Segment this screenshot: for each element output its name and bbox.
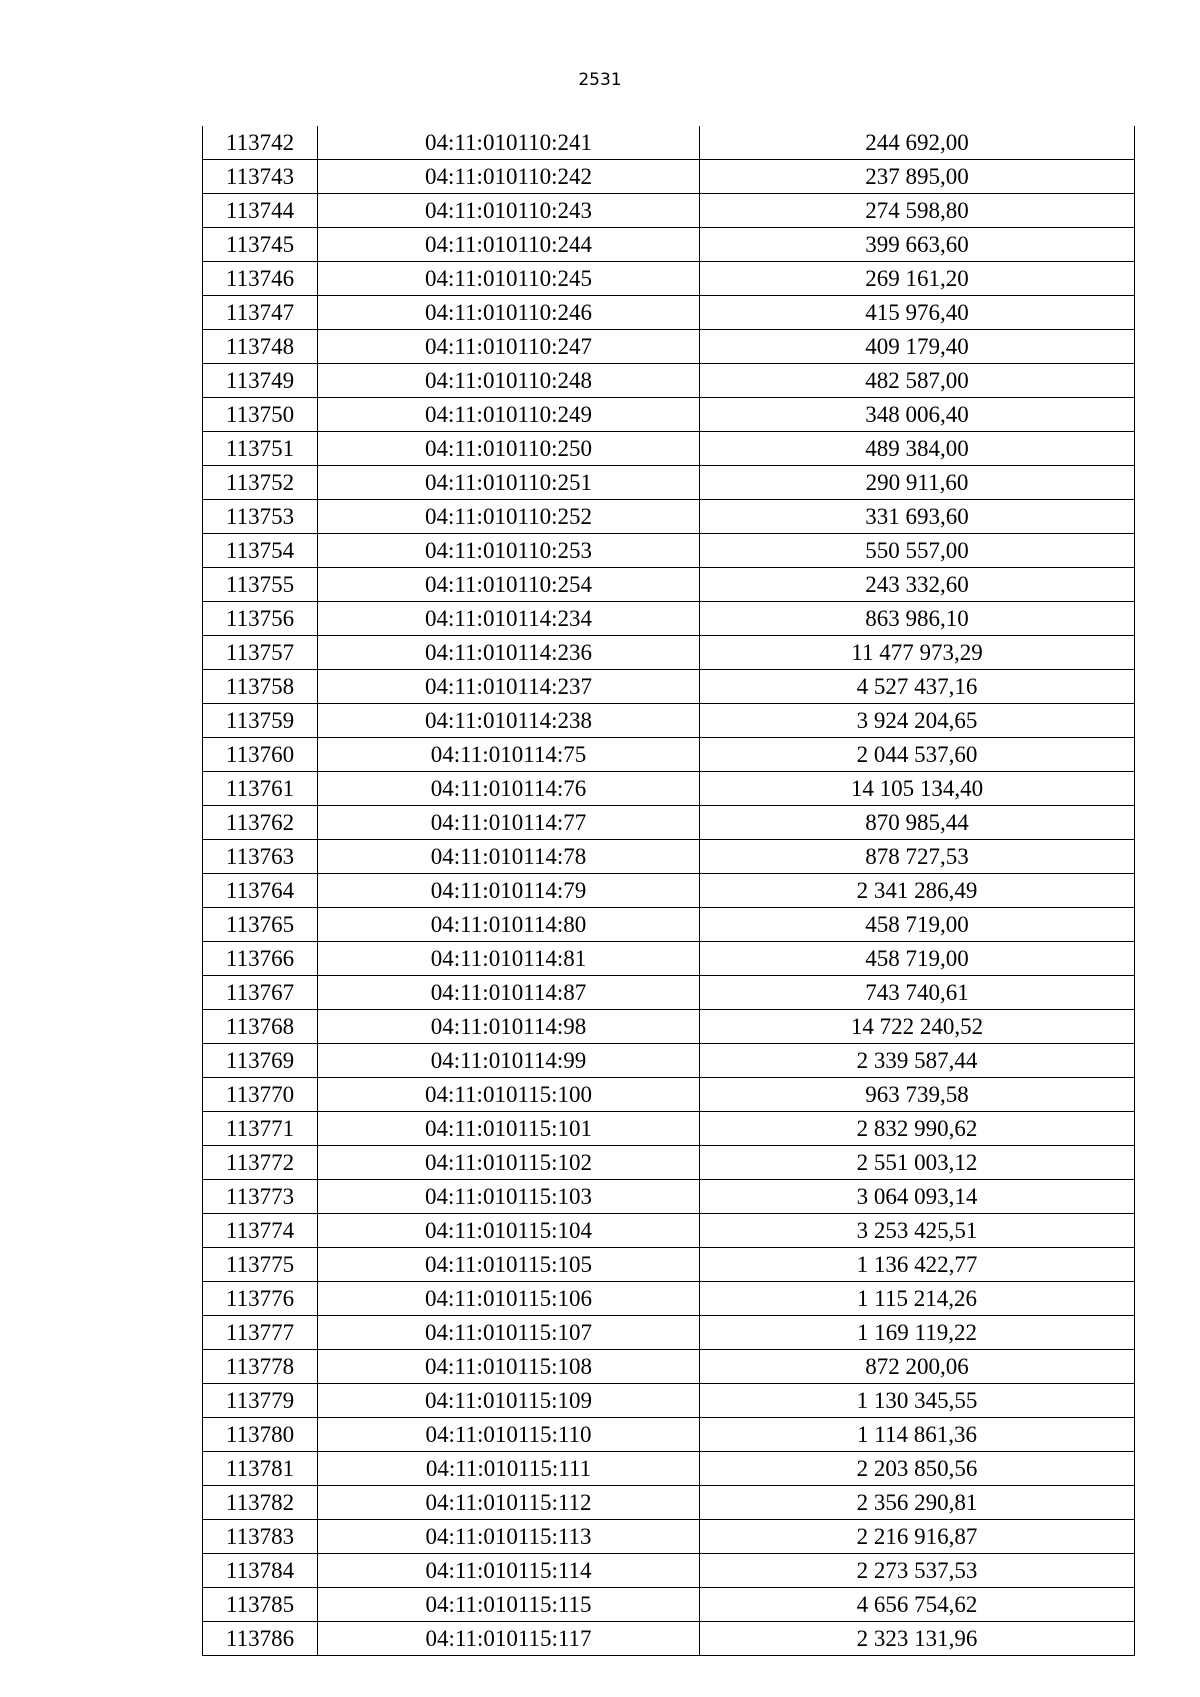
table-row xyxy=(203,1418,1135,1452)
cadastral-value-table xyxy=(202,126,1135,1656)
cadastral-value-cell: 3 924 204,65 xyxy=(700,704,1135,738)
cadastral-value-cell: 14 105 134,40 xyxy=(700,772,1135,806)
cadastral-number-cell: 04:11:010110:252 xyxy=(318,500,700,534)
table-row xyxy=(203,568,1135,602)
cadastral-number-cell: 04:11:010115:105 xyxy=(318,1248,700,1282)
cadastral-number-cell: 04:11:010110:243 xyxy=(318,194,700,228)
cadastral-value-cell: 2 044 537,60 xyxy=(700,738,1135,772)
table-row xyxy=(203,704,1135,738)
row-number-cell: 113747 xyxy=(203,296,318,330)
cadastral-value-cell: 1 136 422,77 xyxy=(700,1248,1135,1282)
cadastral-value-cell: 269 161,20 xyxy=(700,262,1135,296)
table-row xyxy=(203,126,1135,160)
cadastral-number-cell: 04:11:010115:114 xyxy=(318,1554,700,1588)
table-body xyxy=(203,126,1135,1656)
cadastral-value-cell: 11 477 973,29 xyxy=(700,636,1135,670)
table-row xyxy=(203,466,1135,500)
cadastral-value-cell: 482 587,00 xyxy=(700,364,1135,398)
table-row xyxy=(203,1044,1135,1078)
row-number-cell: 113768 xyxy=(203,1010,318,1044)
table-row xyxy=(203,1316,1135,1350)
row-number-cell: 113742 xyxy=(203,126,318,160)
row-number-cell: 113785 xyxy=(203,1588,318,1622)
row-number-cell: 113744 xyxy=(203,194,318,228)
cadastral-number-cell: 04:11:010114:234 xyxy=(318,602,700,636)
cadastral-value-cell: 3 064 093,14 xyxy=(700,1180,1135,1214)
row-number-cell: 113767 xyxy=(203,976,318,1010)
row-number-cell: 113763 xyxy=(203,840,318,874)
cadastral-number-cell: 04:11:010110:245 xyxy=(318,262,700,296)
row-number-cell: 113772 xyxy=(203,1146,318,1180)
cadastral-value-cell: 550 557,00 xyxy=(700,534,1135,568)
table-row xyxy=(203,1384,1135,1418)
cadastral-value-cell: 14 722 240,52 xyxy=(700,1010,1135,1044)
cadastral-number-cell: 04:11:010114:87 xyxy=(318,976,700,1010)
row-number-cell: 113745 xyxy=(203,228,318,262)
cadastral-value-cell: 1 115 214,26 xyxy=(700,1282,1135,1316)
row-number-cell: 113757 xyxy=(203,636,318,670)
cadastral-value-cell: 2 273 537,53 xyxy=(700,1554,1135,1588)
table-row xyxy=(203,1350,1135,1384)
cadastral-value-cell: 244 692,00 xyxy=(700,126,1135,160)
cadastral-number-cell: 04:11:010115:106 xyxy=(318,1282,700,1316)
row-number-cell: 113759 xyxy=(203,704,318,738)
cadastral-number-cell: 04:11:010115:104 xyxy=(318,1214,700,1248)
table-row xyxy=(203,670,1135,704)
cadastral-number-cell: 04:11:010115:108 xyxy=(318,1350,700,1384)
cadastral-number-cell: 04:11:010115:115 xyxy=(318,1588,700,1622)
cadastral-number-cell: 04:11:010110:251 xyxy=(318,466,700,500)
row-number-cell: 113748 xyxy=(203,330,318,364)
row-number-cell: 113770 xyxy=(203,1078,318,1112)
cadastral-value-cell: 1 169 119,22 xyxy=(700,1316,1135,1350)
cadastral-value-cell: 2 356 290,81 xyxy=(700,1486,1135,1520)
row-number-cell: 113746 xyxy=(203,262,318,296)
table-row xyxy=(203,534,1135,568)
cadastral-number-cell: 04:11:010110:244 xyxy=(318,228,700,262)
cadastral-value-cell: 870 985,44 xyxy=(700,806,1135,840)
table-row xyxy=(203,738,1135,772)
cadastral-number-cell: 04:11:010115:110 xyxy=(318,1418,700,1452)
table-row xyxy=(203,1622,1135,1656)
cadastral-number-cell: 04:11:010114:79 xyxy=(318,874,700,908)
table-row xyxy=(203,1452,1135,1486)
row-number-cell: 113761 xyxy=(203,772,318,806)
cadastral-value-cell: 290 911,60 xyxy=(700,466,1135,500)
row-number-cell: 113755 xyxy=(203,568,318,602)
table-row xyxy=(203,1078,1135,1112)
table-row xyxy=(203,1520,1135,1554)
cadastral-number-cell: 04:11:010115:112 xyxy=(318,1486,700,1520)
cadastral-number-cell: 04:11:010115:103 xyxy=(318,1180,700,1214)
table-row xyxy=(203,398,1135,432)
cadastral-value-cell: 489 384,00 xyxy=(700,432,1135,466)
table-row xyxy=(203,840,1135,874)
row-number-cell: 113760 xyxy=(203,738,318,772)
cadastral-number-cell: 04:11:010115:117 xyxy=(318,1622,700,1656)
table-row xyxy=(203,976,1135,1010)
cadastral-number-cell: 04:11:010114:76 xyxy=(318,772,700,806)
row-number-cell: 113749 xyxy=(203,364,318,398)
row-number-cell: 113786 xyxy=(203,1622,318,1656)
row-number-cell: 113780 xyxy=(203,1418,318,1452)
row-number-cell: 113752 xyxy=(203,466,318,500)
cadastral-number-cell: 04:11:010110:248 xyxy=(318,364,700,398)
table-row xyxy=(203,330,1135,364)
row-number-cell: 113776 xyxy=(203,1282,318,1316)
row-number-cell: 113751 xyxy=(203,432,318,466)
cadastral-number-cell: 04:11:010114:78 xyxy=(318,840,700,874)
table-row xyxy=(203,1146,1135,1180)
table-row xyxy=(203,1554,1135,1588)
row-number-cell: 113777 xyxy=(203,1316,318,1350)
cadastral-value-cell: 409 179,40 xyxy=(700,330,1135,364)
table-row xyxy=(203,262,1135,296)
table-row xyxy=(203,602,1135,636)
cadastral-number-cell: 04:11:010114:80 xyxy=(318,908,700,942)
cadastral-value-cell: 2 832 990,62 xyxy=(700,1112,1135,1146)
row-number-cell: 113778 xyxy=(203,1350,318,1384)
row-number-cell: 113779 xyxy=(203,1384,318,1418)
cadastral-value-cell: 963 739,58 xyxy=(700,1078,1135,1112)
page-number: 2531 xyxy=(578,70,622,90)
cadastral-number-cell: 04:11:010110:249 xyxy=(318,398,700,432)
table-row xyxy=(203,806,1135,840)
cadastral-value-cell: 415 976,40 xyxy=(700,296,1135,330)
row-number-cell: 113781 xyxy=(203,1452,318,1486)
cadastral-value-cell: 4 527 437,16 xyxy=(700,670,1135,704)
row-number-cell: 113769 xyxy=(203,1044,318,1078)
table-row xyxy=(203,364,1135,398)
cadastral-value-cell: 399 663,60 xyxy=(700,228,1135,262)
table-row xyxy=(203,1214,1135,1248)
table-row xyxy=(203,194,1135,228)
cadastral-number-cell: 04:11:010115:101 xyxy=(318,1112,700,1146)
cadastral-value-cell: 3 253 425,51 xyxy=(700,1214,1135,1248)
cadastral-number-cell: 04:11:010114:77 xyxy=(318,806,700,840)
cadastral-number-cell: 04:11:010110:242 xyxy=(318,160,700,194)
table-row xyxy=(203,1112,1135,1146)
cadastral-number-cell: 04:11:010115:113 xyxy=(318,1520,700,1554)
cadastral-number-cell: 04:11:010110:253 xyxy=(318,534,700,568)
row-number-cell: 113756 xyxy=(203,602,318,636)
cadastral-number-cell: 04:11:010114:98 xyxy=(318,1010,700,1044)
cadastral-value-cell: 743 740,61 xyxy=(700,976,1135,1010)
cadastral-value-cell: 2 339 587,44 xyxy=(700,1044,1135,1078)
cadastral-number-cell: 04:11:010110:254 xyxy=(318,568,700,602)
cadastral-number-cell: 04:11:010115:109 xyxy=(318,1384,700,1418)
cadastral-number-cell: 04:11:010115:111 xyxy=(318,1452,700,1486)
cadastral-value-cell: 2 341 286,49 xyxy=(700,874,1135,908)
cadastral-value-cell: 243 332,60 xyxy=(700,568,1135,602)
row-number-cell: 113773 xyxy=(203,1180,318,1214)
cadastral-number-cell: 04:11:010110:241 xyxy=(318,126,700,160)
cadastral-value-cell: 331 693,60 xyxy=(700,500,1135,534)
table-row xyxy=(203,942,1135,976)
row-number-cell: 113758 xyxy=(203,670,318,704)
table-row xyxy=(203,636,1135,670)
cadastral-value-cell: 274 598,80 xyxy=(700,194,1135,228)
row-number-cell: 113771 xyxy=(203,1112,318,1146)
row-number-cell: 113753 xyxy=(203,500,318,534)
cadastral-value-cell: 878 727,53 xyxy=(700,840,1135,874)
row-number-cell: 113750 xyxy=(203,398,318,432)
row-number-cell: 113784 xyxy=(203,1554,318,1588)
table-row xyxy=(203,1248,1135,1282)
table-row xyxy=(203,874,1135,908)
row-number-cell: 113762 xyxy=(203,806,318,840)
cadastral-number-cell: 04:11:010114:99 xyxy=(318,1044,700,1078)
cadastral-number-cell: 04:11:010110:246 xyxy=(318,296,700,330)
cadastral-number-cell: 04:11:010114:81 xyxy=(318,942,700,976)
cadastral-value-cell: 4 656 754,62 xyxy=(700,1588,1135,1622)
cadastral-number-cell: 04:11:010115:102 xyxy=(318,1146,700,1180)
table-row xyxy=(203,908,1135,942)
row-number-cell: 113765 xyxy=(203,908,318,942)
cadastral-number-cell: 04:11:010110:247 xyxy=(318,330,700,364)
table-row xyxy=(203,500,1135,534)
table-row xyxy=(203,228,1135,262)
row-number-cell: 113743 xyxy=(203,160,318,194)
cadastral-value-cell: 1 130 345,55 xyxy=(700,1384,1135,1418)
cadastral-value-cell: 1 114 861,36 xyxy=(700,1418,1135,1452)
table-row xyxy=(203,296,1135,330)
row-number-cell: 113783 xyxy=(203,1520,318,1554)
cadastral-value-cell: 237 895,00 xyxy=(700,160,1135,194)
table-row xyxy=(203,432,1135,466)
cadastral-value-cell: 872 200,06 xyxy=(700,1350,1135,1384)
cadastral-value-cell: 348 006,40 xyxy=(700,398,1135,432)
row-number-cell: 113766 xyxy=(203,942,318,976)
row-number-cell: 113764 xyxy=(203,874,318,908)
cadastral-number-cell: 04:11:010115:100 xyxy=(318,1078,700,1112)
cadastral-value-cell: 458 719,00 xyxy=(700,942,1135,976)
cadastral-value-cell: 2 216 916,87 xyxy=(700,1520,1135,1554)
table-row xyxy=(203,1282,1135,1316)
cadastral-value-cell: 2 323 131,96 xyxy=(700,1622,1135,1656)
table-row xyxy=(203,160,1135,194)
cadastral-value-cell: 863 986,10 xyxy=(700,602,1135,636)
table-row xyxy=(203,1486,1135,1520)
cadastral-number-cell: 04:11:010115:107 xyxy=(318,1316,700,1350)
cadastral-value-cell: 2 203 850,56 xyxy=(700,1452,1135,1486)
cadastral-value-cell: 2 551 003,12 xyxy=(700,1146,1135,1180)
row-number-cell: 113775 xyxy=(203,1248,318,1282)
cadastral-value-cell: 458 719,00 xyxy=(700,908,1135,942)
cadastral-number-cell: 04:11:010114:75 xyxy=(318,738,700,772)
cadastral-number-cell: 04:11:010110:250 xyxy=(318,432,700,466)
row-number-cell: 113754 xyxy=(203,534,318,568)
cadastral-number-cell: 04:11:010114:238 xyxy=(318,704,700,738)
table-row xyxy=(203,1588,1135,1622)
row-number-cell: 113782 xyxy=(203,1486,318,1520)
table-row xyxy=(203,772,1135,806)
table-row xyxy=(203,1010,1135,1044)
row-number-cell: 113774 xyxy=(203,1214,318,1248)
cadastral-number-cell: 04:11:010114:237 xyxy=(318,670,700,704)
table-row xyxy=(203,1180,1135,1214)
cadastral-number-cell: 04:11:010114:236 xyxy=(318,636,700,670)
